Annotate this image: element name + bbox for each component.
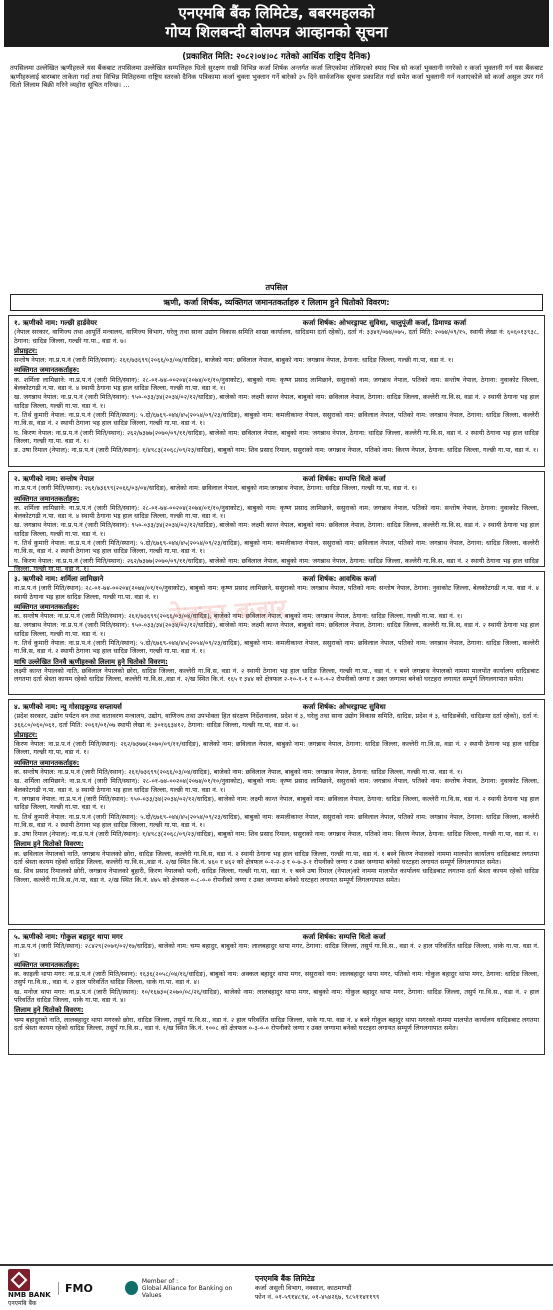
section-head	[14, 703, 539, 711]
collateral-label: लिलाम हुने धितोको विवरण:	[14, 840, 84, 849]
guarantor-label: व्यक्तिगत जमानतकर्ताहरु:	[14, 494, 80, 503]
borrower-name: ३. ऋणीको नाम: शर्मिला लामिछाने	[14, 575, 104, 583]
intro-text: तपसिलमा उल्लेखित ऋणीहरुले यस बैंकबाट तपसिलमा उल्लेखित सम्पत्तिहरु धितो सुरक्षण राखी विभिन्न कर्जा शिर्षक अन्तर्गत कर्जा लिएकोमा तोकिएको स्याद भित्र सो कर्जा भुक्तानी नगरेको र कर्जा भुक्तानी गर्न यस बैंकबाट ऋणीहरुलाई बारम्बार ताकेता गर्दा तथा विभिन्न मितिहरुमा राष्ट्रिय स्तरको दैनिक पत्रिकामा कर्जा चुक्ता भुक्तान गर्ने बारेको ३५ दिने सार्वजनिक सूचना प्रकाशित गर्दा समेत कर्जा भुक्तानी गर्न नआएकोले सो कर्जा असुल उपर गर्न धितो लिलाम बिक्री गरिने व्यहोरा सूचित गरिन्छ। ...	[10, 64, 543, 90]
borrower-name: १. ऋणीको नाम: गल्छी हार्डवेयर	[14, 319, 98, 327]
bank-name-np: एनएमबि बैंक	[8, 1300, 37, 1307]
bank-name-en: NMB BANK	[8, 1291, 51, 1299]
guarantor-item: ग. तिर्थ कुमारी नेपाल: ना.प्र.प.नं (जारी मिति/स्थान): ५.दो/६७६९-०४४/४५(२०५४/०९/२३/धादिङ), बाबुको नाम: कमलीकान्त नेपाल, ससुराको नाम: छविलाल नेपाल, पतिको नाम: जगन्नाथ नेपाल, ठेगाना: धादिङ जिल्ला, कल्लेरी गा.वि.स, वडा नं. २ स्थायी ठेगाना भइ हाल धादिङ जिल्ला, गल्छी गा.पा. वडा नं. १।	[14, 539, 539, 556]
borrower-description: (नेपाल सरकार, वाणिज्य तथा आपूर्ति मन्त्रालय, वाणिज्य विभाग, घरेलु तथा साना उद्योग विकास समिति शाखा कार्यालय, धादिङमा दर्ता रहेको), दर्ता नं: ३३४१/०७४/०७५, दर्ता मिति: २०७४/०९/१५, स्थायी लेखा नं: ६०६०१३९३८, ठेगाना: धादिङ जिल्ला, गल्छी गा.पा., वडा नं. ७।	[14, 328, 539, 345]
guarantor-item: ङ. उषा रिमाल (नेपाल): ना.प्र.प.नं (जारी मिति/स्थान): १/४९८३(२०६८/०९/२३/धादिङ), बाबुको नाम: शिव प्रसाद रिमाल, ससुराको नाम: जगन्नाथ नेपाल, पतिको नाम: किरण नेपाल, ठेगाना: धादिङ जिल्ला, गल्छी गा.पा, वडा नं. १।	[14, 830, 539, 839]
loan-type: कर्जा शिर्षक: आवधिक कर्जा	[302, 575, 377, 583]
guarantor-item: क. सन्तोष नेपाल: ना.प्र.प.नं (जारी मिति/स्थान): २६१/७३६९९(२०६६/०३/०४/धादिङ), बाजेको नाम: छविलाल नेपाल, बाबुको नाम: जगन्नाथ नेपाल, ठेगाना: धादिङ जिल्ला, गल्छी गा.पा. वडा नं. १।	[14, 612, 463, 621]
notice-footer	[0, 1264, 553, 1310]
header-title-line2: गोप्य शिलबन्दी बोलपत्र आव्हानको सूचना	[165, 23, 388, 41]
borrower-name: २. ऋणीको नाम: सन्तोष नेपाल	[14, 475, 94, 483]
schedule-title: तपसिल	[265, 283, 288, 292]
member-label: Member of :	[141, 1277, 179, 1285]
gabv-member	[119, 1278, 245, 1299]
guarantor-item: ग. जगन्नाथ नेपाल: ना.प्र.प.नं (जारी मिति/स्थान): ९५०-०३३/३४(२०३४/०२/१२/धादिङ), बाजेको नाम: लक्ष्मी कान्त नेपाल, बाबुको नाम: छविलाल नेपाल, ठेगाना: धादिङ जिल्ला, कल्लेरी गा.वि.स, वडा नं. २ स्थायी ठेगाना भइ हाल धादिङ जिल्ला, गल्छी गा.पा. वडा नं. १।	[14, 794, 539, 812]
guarantor-item: ग. तिर्थ कुमारी नेपाल: ना.प्र.प.नं (जारी मिति/स्थान): ५.दो/६७६९-०४४/४५(२०५४/०९/२३/धादिङ), बाबुको नाम: कमलीकान्त नेपाल, ससुराको नाम: छविलाल नेपाल, पतिको नाम: जगन्नाथ नेपाल, ठेगाना: धादिङ जिल्ला, कल्लेरी गा.वि.स, वडा नं. २ स्थायी ठेगाना भइ हाल धादिङ जिल्ला, गल्छी गा.पा. वडा नं. १।	[14, 639, 539, 656]
collateral-label: माथि उल्लेखित तिनवै ऋणीहरुको लिलाम हुने धितोको विवरण:	[14, 657, 168, 666]
guarantor-item: क. शर्मिला लामिछाने: ना.प्र.प.नं (जारी मिति/स्थान): २८-०१-७४-००२०४(२०७४/०१/१०/नुवाकोट), बाबुको नाम: कृष्ण प्रसाद लामिछाने, ससुराको नाम: जगन्नाथ नेपाल, पतिको नाम: सन्तोष नेपाल, ठेगाना: नुवाकोट जिल्ला, बेलकोटगढी न.पा. वडा नं. ४ स्थायी ठेगाना भइ हाल धादिङ जिल्ला, गल्छी गा.पा. वडा नं. १।	[14, 375, 539, 393]
addr-dept: कर्जा असुली विभाग, नक्साल, काठमाण्डौं	[255, 1284, 352, 1292]
borrower-section	[8, 315, 545, 467]
loan-type: कर्जा शिर्षक: ओभरड्राफ्ट सुविधा, चालुपूंजी कर्जा, डिमाण्ड कर्जा	[302, 319, 467, 327]
nmb-logo	[8, 1269, 58, 1307]
borrower-description: (प्रदेश सरकार, उद्योग पर्यटन वन तथा वातावरण मन्त्रालय, उद्योग, वाणिज्य तथा उपभोक्ता हित संरक्षण निर्देशनालय, प्रदेश नं ३, घरेलु तथा साना उद्योग विकास समिति, धादिङ, प्रदेश नं ३, धादिङबेंसी, धादिङमा दर्ता रहेको), दर्ता नं: ३६६८०/०६०/०६१, दर्ता मिति: २०६१/०१/०७ स्थायी लेखा नं: ३०१६६३४१२, ठेगाना: धादिङ जिल्ला, गल्छी गा.पा, वडा नं. ७।	[14, 712, 539, 729]
borrower-sections	[0, 315, 553, 1055]
guarantor-label: व्यक्तिगत जमानतकर्ताहरु:	[14, 602, 80, 611]
section-head	[14, 575, 539, 583]
loan-type: कर्जा शिर्षक: सम्पत्ति धितो कर्जा	[302, 475, 386, 483]
proprietor-detail: सन्तोष नेपाल: ना.प्र.प.नं (जारी मिति/स्थान): २६१/७३६९९(२०६६/०३/०४/धादिङ), बाजेको नाम: छविलाल नेपाल, बाबुको नाम: जगन्नाथ नेपाल, ठेगाना: धादिङ जिल्ला, गल्छी गा.पा, वडा नं. १।	[14, 356, 454, 365]
collateral-label: लिलाम हुने धितोको विवरण:	[14, 1006, 84, 1015]
guarantor-item: क. शर्मिला लामिछाने: ना.प्र.प.नं (जारी मिति/स्थान): २८-०१-७४-००२०४(२०७४/०१/१०/नुवाकोट), बाबुको नाम: कृष्ण प्रसाद लामिछाने, ससुराको नाम: जगन्नाथ नेपाल, पतिको नाम: सन्तोष नेपाल, ठेगाना: नुवाकोट जिल्ला, बेलकोटगढी न.पा. वडा नं. ४ स्थायी ठेगाना भइ हाल धादिङ जिल्ला, गल्छी गा.पा. वडा नं. १।	[14, 503, 539, 521]
fmo-logo	[58, 1282, 119, 1295]
borrower-description: ना.प्र.प.नं (जारी मिति/स्थान): २६१/७३६९९(२०६६/०३/०४/धादिङ), बाजेको नाम: छविलाल नेपाल, बाबुको नाम:जगन्नाथ नेपाल, ठेगाना: धादिङ जिल्ला, गल्छी गा.पा, वडा नं. १।	[14, 484, 417, 493]
guarantor-item: ख. शर्मिला लामिछाने: ना.प्र.प.नं (जारी मिति/स्थान): २८-०१-७४-००२०४(२०७४/०१/१०/नुवाकोट), बाबुको नाम: कृष्ण प्रसाद लामिछाने, ससुराको नाम: जगन्नाथ नेपाल, पतिको नाम: सन्तोष नेपाल, ठेगाना: नुवाकोट जिल्ला, बेलकोटगढी न.पा. वडा नं. ४ स्थायी ठेगाना भइ हाल धादिङ जिल्ला, गल्छी गा.पा. वडा नं. १।	[14, 777, 539, 794]
addr-phone: फोन नं. ०१-५९१४८९४, ०१-४५४२६७, ९८५११४११९९	[255, 1293, 380, 1301]
collateral-detail: लक्ष्मी कान्त नेपालको नाति, छविलाल नेपालको छोरा, धादिङ जिल्ला, कल्लेरी गा.वि.स, वडा नं. २ स्थायी ठेगाना भइ हाल धादिङ जिल्ला, गल्छी गा.पा., वडा नं. १ बस्ने जगन्नाथ नेपालको नाममा मालपोत कार्यालय धादिङबाट लगतमा दर्ता श्रेस्ता कायम रहेको धादिङ जिल्ला, कल्लेरी गा.वि.स.,वडा नं. २/ख स्थित कि.नं. १६५ र ३४४ को क्षेत्रफल २-१०-१-१ र ०-१-०-२ रोपनीको जग्गा र उक्त जग्गामा बनेको घरटहरा लगायत सम्पूर्ण लिगलगापात समेत।	[14, 666, 539, 684]
collateral-detail: ख. शिव प्रसाद रिमालको छोरी, जगन्नाथ नेपालको बुहारी, किरण नेपालको पत्नी, धादिङ जिल्ला, गल्छी गा.पा, वडा नं. १ बस्ने उषा रिमाल (नेपाल)को नाममा मालपोत कार्यालय धादिङबाट लगतमा दर्ता श्रेस्ता कायम रहेको धादिङ जिल्ला, कल्लेरी गा.वि.स./न.पा, वडा नं. २/ख स्थित कि.नं. ४७५ को क्षेत्रफल ०-८-०-० रोपनीको जग्गा र उक्त जग्गामा बनेको घरटहरा लगायत सम्पूर्ण लिगलगापात समेत।	[14, 867, 539, 884]
section-head	[14, 475, 539, 483]
schedule-heading: ऋणी, कर्जा शिर्षक, व्यक्तिगत जमानतकर्ताहरु र लिलाम हुने धितोको विवरण:	[10, 294, 543, 311]
header-title-line1: एनएमबि बैंक लिमिटेड, बबरमहलको	[178, 4, 375, 22]
guarantor-item: ख. मनोज थापा मगर: ना.प्र.प.नं (जारी मिति/स्थान): १०/१६७३०(२०७०/०८/२६/धादिङ), बाजेको नाम: लालबहादुर थापा मगर, बाबुको नाम: गोकुल बहादुर थापा मगर, ठेगाना: धादिङ जिल्ला, तसुर्प गा.वि.स., वडा नं. २ हाल परिवर्तित धादिङ जिल्ला, थाके गा.पा. वडा नं. ४।	[14, 987, 539, 1005]
borrower-section	[8, 471, 545, 573]
guarantor-item: ङ. उषा रिमाल (नेपाल): ना.प्र.प.नं (जारी मिति/स्थान): १/४९८३(२०६८/०९/२३/धादिङ), बाबुको नाम: शिव प्रसाद रिमाल, ससुराको नाम: जगन्नाथ नेपाल, पतिको नाम: किरण नेपाल, ठेगाना: धादिङ जिल्ला, गल्छी गा.पा, वडा नं. १।	[14, 446, 539, 455]
guarantor-item: ख. जगन्नाथ नेपाल: ना.प्र.प.नं (जारी मिति/स्थान): ९५०-०३३/३४(२०३४/०२/१२/धादिङ), बाजेको नाम: लक्ष्मी कान्त नेपाल, बाबुको नाम: छविलाल नेपाल, ठेगाना: धादिङ जिल्ला, कल्लेरी गा.वि.स, वडा नं. २ स्थायी ठेगाना भइ हाल धादिङ जिल्ला, गल्छी गा.पा. वडा नं. १।	[14, 521, 539, 538]
proprietor-label: प्रोप्राइटर:	[14, 346, 38, 355]
guarantor-label: व्यक्तिगत जमानतकर्ताहरु:	[14, 960, 80, 969]
notice-header	[4, 0, 549, 47]
guarantor-item: घ. किरण नेपाल: ना.प्र.प.नं (जारी मिति/स्थान): २६२/७३७७(२०७०/०९/११/धादिङ), बाजेको नाम: छविलाल नेपाल, बाबुको नाम: जगन्नाथ नेपाल, ठेगाना: धादिङ जिल्ला, कल्लेरी गा.वि.स, वडा नं. २ स्थायी ठेगाना भइ हाल धादिङ जिल्ला, गल्छी गा.पा. वडा नं. १।	[14, 428, 539, 445]
guarantor-item: क. काइली थापा मगर: ना.प्र.प.नं (जारी मिति/स्थान): १६३६(२०५८/०४/१६/धादिङ), बाबुको नाम: अक्कल बहादुर थापा मगर, ससुराको नाम: लालबहादुर थापा मगर, पतिको नाम: गोकुल बहादुर थापा मगर, ठेगाना: धादिङ जिल्ला, तसुर्प गा.वि.स., वडा नं. २ हाल परिवर्तित धादिङ जिल्ला, थाके गा.पा. वडा नं. ४।	[14, 970, 539, 987]
contact-address	[245, 1274, 545, 1302]
guarantor-item: ख. जगन्नाथ नेपाल: ना.प्र.प.नं (जारी मिति/स्थान): ९५०-०३३/३४(२०३४/०२/१२/धादिङ), बाजेको नाम: लक्ष्मी कान्त नेपाल, बाबुको नाम: छविलाल नेपाल, ठेगाना: धादिङ जिल्ला, कल्लेरी गा.वि.स, वडा नं. २ स्थायी ठेगाना भइ हाल धादिङ जिल्ला, गल्छी गा.पा. वडा नं. १।	[14, 393, 539, 410]
guarantor-item: ग. तिर्थ कुमारी नेपाल: ना.प्र.प.नं (जारी मिति/स्थान): ५.दो/६७६९-०४४/४५(२०५४/०९/२३/धादिङ), बाबुको नाम: कमलीकान्त नेपाल, ससुराको नाम: छविलाल नेपाल, पतिको नाम: जगन्नाथ नेपाल, ठेगाना: धादिङ जिल्ला, कल्लेरी गा.वि.स, वडा नं. २ स्थायी ठेगाना भइ हाल धादिङ जिल्ला, गल्छी गा.पा. वडा नं. १।	[14, 410, 539, 428]
section-head	[14, 319, 539, 327]
borrower-section	[8, 929, 545, 1055]
loan-type: कर्जा शिर्षक: ओभरड्राफ्ट सुविधा	[302, 703, 386, 711]
addr-bank-name: एनएमबि बैंक लिमिटेड	[255, 1274, 315, 1283]
watermark-logo: ठेक्का बजार	[169, 593, 288, 633]
publication-date: (प्रकाशित मिति: २०८२।०४।०८ गतेको आर्थिक राष्ट्रिय दैनिक)	[182, 52, 371, 62]
guarantor-item: घ. किरण नेपाल: ना.प्र.प.नं (जारी मिति/स्थान): २६२/७३७७(२०७०/०९/११/धादिङ), बाजेको नाम: छविलाल नेपाल, बाबुको नाम: जगन्नाथ नेपाल, ठेगाना: धादिङ जिल्ला, कल्लेरी गा.वि.स, वडा नं. २ स्थायी ठेगाना भइ हाल धादिङ जिल्ला, गल्छी गा.पा. वडा नं. १।	[14, 556, 539, 573]
fmo-text: FMO	[65, 1281, 93, 1295]
proprietor-detail: किरण नेपाल: ना.प्र.प.नं (जारी मिति/स्थान): २६२/७३७७(२०७०/०९/११/धादिङ), बाजेको नाम: छविलाल नेपाल, बाबुको नाम: जगन्नाथ नेपाल, ठेगाना: धादिङ जिल्ला, कल्लेरी गा.वि.स, वडा नं. २ स्थायी ठेगाना भइ हाल धादिङ जिल्ला, गल्छी गा.पा, वडा नं. १।	[14, 740, 539, 757]
borrower-name: ५. ऋणीको नाम: गोकुल बहादुर थापा मगर	[14, 933, 123, 941]
gabv-logo-icon	[125, 1281, 138, 1295]
collateral-detail: क. छविलाल नेपालको नाति, जगन्नाथ नेपालको छोरा, धादिङ जिल्ला, कल्लेरी गा.वि.स, वडा नं. २ स्थायी ठेगाना भइ हाल धादिङ जिल्ला, गल्छी गा.पा, वडा नं. १ बस्ने किरण नेपालको नाममा मालपोत कार्यालय धादिङबाट लगतमा दर्ता श्रेस्ता कायम रहेको धादिङ जिल्ला, कल्लेरी गा.वि.स.,वडा नं. २/ख स्थित कि.नं. ४६० र ४६२ को क्षेत्रफल ०-२-२-३ र ०-७-३-१ रोपनीको जग्गा र उक्त जग्गामा बनेको घरटहरा लगायत सम्पूर्ण लिगलगापात समेत।	[14, 849, 539, 867]
nmb-logo-icon	[8, 1269, 30, 1291]
borrower-description: ना.प्र.प.नं (जारी मिति/स्थान): २८४२९(२०७१/०२/१७/धादिङ), बाजेको नाम: चम्प बहादुर, बाबुको नाम: लालबहादुर थापा मगर, ठेगाना: धादिङ जिल्ला, तसुर्प गा.वि.स., वडा नं. २ हाल परिवर्तित धादिङ जिल्ला, थाके गा.पा. वडा नं. ४।	[14, 942, 539, 959]
borrower-description: ना.प्र.प.नं (जारी मिति/स्थान): २८-०१-७४-००२०४(२०७४/०१/१०/नुवाकोट), बाबुको नाम: कृष्ण प्रसाद लामिछाने, ससुराको नाम: जगन्नाथ नेपाल, पतिको नाम: सन्तोष नेपाल, ठेगाना: नुवाकोट जिल्ला, बेलकोटगढी न.पा. वडा नं. ४ स्थायी ठेगाना भइ हाल धादिङ जिल्ला, गल्छी गा.पा. वडा नं. १।	[14, 584, 539, 601]
guarantor-item: ख. जगन्नाथ नेपाल: ना.प्र.प.नं (जारी मिति/स्थान): ९५०-०३३/३४(२०३४/०२/१२/धादिङ), बाजेको नाम: लक्ष्मी कान्त नेपाल, बाबुको नाम: छविलाल नेपाल, ठेगाना: धादिङ जिल्ला, कल्लेरी गा.वि.स, वडा नं. २ स्थायी ठेगाना भइ हाल धादिङ जिल्ला, गल्छी गा.पा. वडा नं. १।	[14, 621, 539, 638]
section-head	[14, 933, 539, 941]
intro-paragraph	[10, 64, 543, 280]
loan-type: कर्जा शिर्षक: सम्पत्ति धितो कर्जा	[302, 933, 386, 941]
borrower-section	[8, 699, 545, 925]
gabv-text: Global Alliance for Banking on Values	[141, 1284, 233, 1299]
guarantor-item: क. सन्तोष नेपाल: ना.प्र.प.नं (जारी मिति/स्थान): २६१/७३६९९(२०६६/०३/०४/धादिङ), बाजेको नाम: छविलाल नेपाल, बाबुको नाम: जगन्नाथ नेपाल, ठेगाना: धादिङ जिल्ला, गल्छी गा.पा. वडा नं. १।	[14, 768, 463, 777]
guarantor-label: व्यक्तिगत जमानतकर्ताहरु:	[14, 366, 80, 375]
collateral-detail: चम्प बहादुरको नाति, लालबहादुर थापा मगरको छोरा, धादिङ जिल्ला, तसुर्प गा.वि.स., वडा नं. २ हाल परिवर्तित धादिङ जिल्ला, थाके गा.पा. वडा नं. ४ बस्ने गोकुल बहादुर थापा मगरको नाममा मालपोत कार्यालय धादिङबाट लगतमा दर्ता श्रेस्ता कायम रहेको धादिङ जिल्ला, तसुर्प गा.वि.स., वडा नं. १/ख स्थित कि.नं. १००८ को क्षेत्रफल ०-३-०-० रोपनीको जग्गा र उक्त जग्गामा बनेको घरटहरा लगायत सम्पूर्ण लिगलगापात समेत।	[14, 1015, 539, 1032]
borrower-name: ४. ऋणीको नाम: न्यु गोसाइकुण्ड सप्लायर्स	[14, 703, 122, 711]
proprietor-label: प्रोप्राइटर:	[14, 730, 38, 739]
guarantor-item: घ. तिर्थ कुमारी नेपाल: ना.प्र.प.नं (जारी मिति/स्थान): ५.दो/६७६९-०४४/४५(२०५४/०९/२३/धादिङ), बाबुको नाम: कमलीकान्त नेपाल, ससुराको नाम: छविलाल नेपाल, पतिको नाम: जगन्नाथ नेपाल, ठेगाना: धादिङ जिल्ला, कल्लेरी गा.वि.स, वडा नं. २ स्थायी ठेगाना भइ हाल धादिङ जिल्ला, गल्छी गा.पा. वडा नं. १।	[14, 812, 539, 829]
guarantor-label: व्यक्तिगत जमानतकर्ताहरु:	[14, 758, 80, 767]
